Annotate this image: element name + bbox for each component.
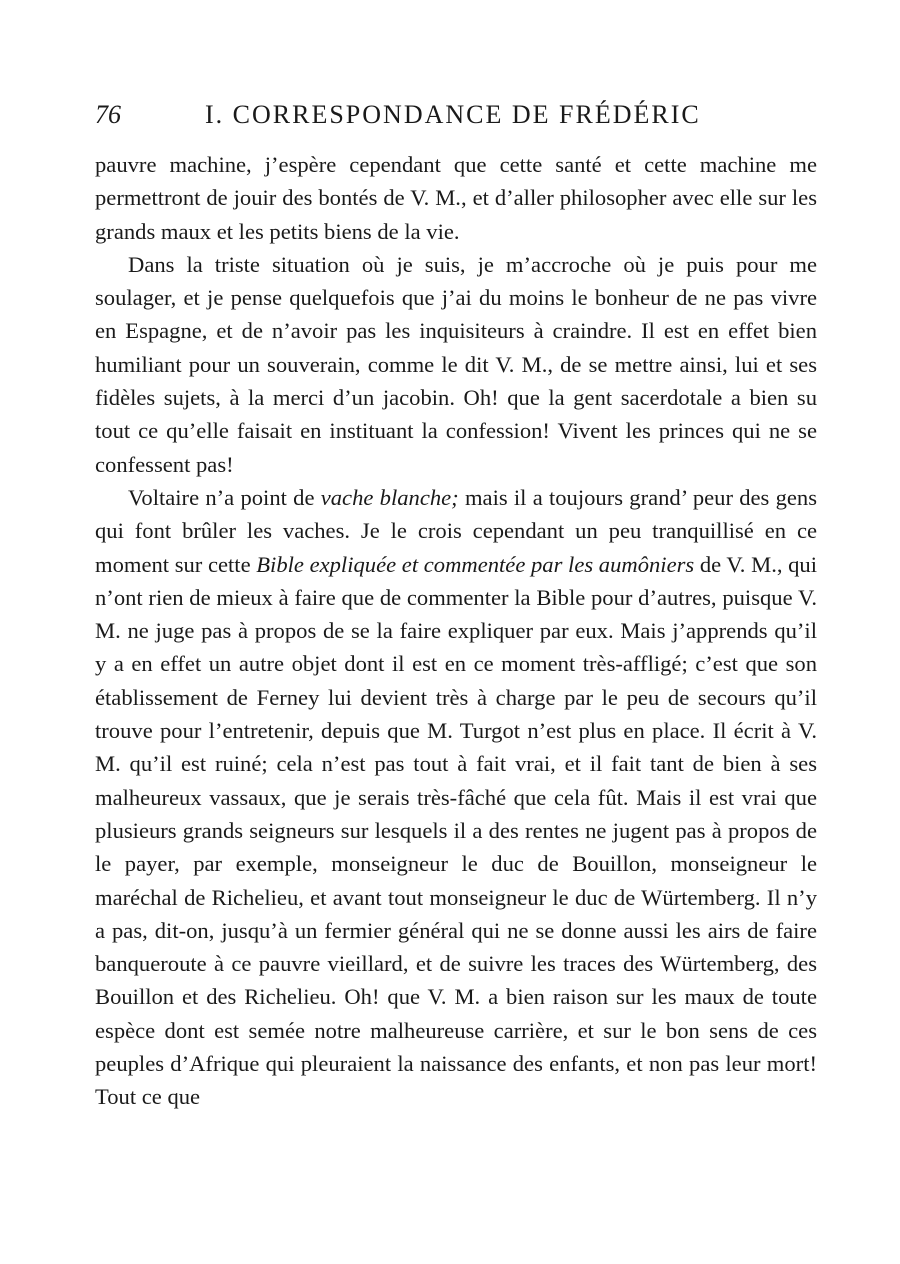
running-title: I. CORRESPONDANCE DE FRÉDÉRIC xyxy=(205,100,701,129)
paragraph-continuation: pauvre machine, j’espère cependant que cette santé et cette machine me permettront de jouir des bontés de V. M., et d’aller philosopher avec elle sur les grands maux et les petits biens de la vie. xyxy=(95,152,817,244)
book-page xyxy=(95,100,817,1114)
page-number: 76 xyxy=(95,100,121,129)
paragraph-voltaire xyxy=(95,481,817,1114)
italic-phrase: vache blanche; xyxy=(320,484,459,510)
paragraph-text: Voltaire n’a point de xyxy=(128,484,321,510)
paragraph-text: mais il a toujours grand’ peur des gens qui font brûler les vaches. Je le crois cependant un peu tranquillisé en ce moment sur cette xyxy=(95,484,818,577)
paragraph-text: de V. M., qui n’ont rien de mieux à faire que de commenter la Bible pour d’autres, puisque V. M. ne juge pas à propos de se la faire expliquer par eux. Mais j’apprends qu’il y a en effet un autre objet dont il est en ce moment très-affligé; c’est que son établissement de Ferney lui devient très à charge par le peu de secours qu’il trouve pour l’entretenir, depuis que M. Turgot n’est plus en place. Il écrit à V. M. qu’il est ruiné; cela n’est pas tout à fait vrai, et il fait tant de bien à ses malheureux vassaux, que je serais très-fâché que cela fût. Mais il est vrai que plusieurs grands seigneurs sur lesquels il a des rentes ne jugent pas à propos de le payer, par exemple, monseigneur le duc de Bouillon, monseigneur le maréchal de Richelieu, et avant tout monseigneur le duc de Würtemberg. Il n’y a pas, dit-on, jusqu’à un fermier général qui ne se donne aussi les airs de faire banqueroute à ce pauvre vieillard, et de suivre les traces des Würtemberg, des Bouillon et des Richelieu. Oh! que V. M. a bien raison sur les maux de toute espèce dont est semée notre malheureuse carrière, et sur le bon sens de ces peuples d’Afrique qui pleuraient la naissance des enfants, et non pas leur mort! Tout ce que xyxy=(95,551,818,1110)
paragraph-spain-inquisition: Dans la triste situation où je suis, je m’accroche où je puis pour me soulager, et je pense quelquefois que j’ai du moins le bonheur de ne pas vivre en Espagne, et de n’avoir pas les inquisiteurs à craindre. Il est en effet bien humiliant pour un souverain, comme le dit V. M., de se mettre ainsi, lui et ses fidèles sujets, à la merci d’un jacobin. Oh! que la gent sacerdotale a bien su tout ce qu’elle faisait en instituant la confession! Vivent les princes qui ne se confessent pas! xyxy=(95,251,817,477)
body-text xyxy=(95,148,817,1114)
running-head xyxy=(95,100,817,140)
italic-title: Bible expliquée et commentée par les aumôniers xyxy=(256,551,695,577)
